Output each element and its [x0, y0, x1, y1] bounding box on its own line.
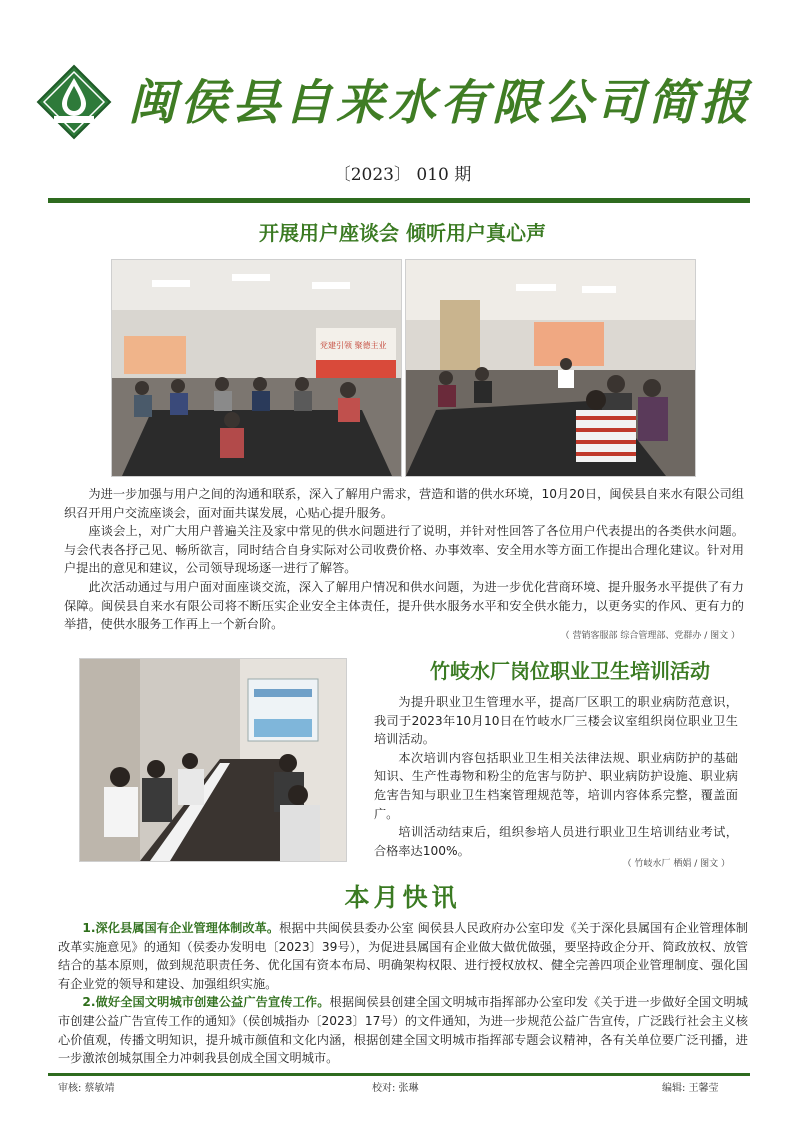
- footer-proofreader: 校对: 张琳: [372, 1083, 419, 1094]
- article1-body: [64, 485, 744, 634]
- news-list: [58, 919, 748, 1068]
- footer-reviewer: 审核: 蔡敏靖: [58, 1083, 115, 1094]
- news-item-lead: 2.做好全国文明城市创建公益广告宣传工作。: [82, 995, 330, 1010]
- header-divider: [48, 198, 750, 203]
- article1-paragraph: 座谈会上，对广大用户普遍关注及家中常见的供水问题进行了说明，并针对性回答了各位用户代表提出的各类供水问题。与会代表各抒己见、畅所欲言，同时结合自身实际对公司收费价格、办事效率、安全用水等方面工作提出合理化建议。针对用户提出的意见和建议，公司领导现场逐一进行了解答。: [64, 524, 744, 576]
- article1-paragraph: 此次活动通过与用户面对面座谈交流，深入了解用户情况和供水问题，为进一步优化营商环境、提升服务水平提供了有力保障。闽侯县自来水有限公司将不断压实企业安全主体责任，提升供水服务水平和安全供水能力，以更务实的作风、更有力的举措，使供水服务工作再上一个新台阶。: [64, 579, 744, 632]
- article2-paragraph: 培训活动结束后，组织参培人员进行职业卫生培训结业考试，合格率达100%。: [374, 825, 738, 858]
- footer-divider: [48, 1073, 750, 1076]
- news-item-body: 根据中共闽侯县委办公室 闽侯县人民政府办公室印发《关于深化县属国有企业管理体制改革实施意见》的通知（侯委办发明电〔2023〕39号），为促进县属国有企业做大做优做强，要坚持政企分开、简政放权、放管结合的基本原则，做到规范职责任务、优化国有资本布局、明确架构权限、进行授权放权、健全完善四项企业管理制度、强化国有企业党的领导和建设、加强组织实施。: [58, 921, 748, 991]
- meeting-photo-right: [405, 259, 696, 477]
- article2-title: 竹岐水厂岗位职业卫生培训活动: [430, 659, 710, 683]
- news-item-lead: 1.深化县属国有企业管理体制改革。: [82, 921, 280, 935]
- news-item-body: 根据闽侯县创建全国文明城市指挥部办公室印发《关于进一步做好全国文明城市创建公益广告宣传工作的通知》（侯创城指办〔2023〕17号）的文件通知，为进一步规范公益广告宣传，广泛践行社会主义核心价值观，传播文明知识，提升城市颜值和文化内涵，根据创建全国文明城市指挥部专题会议精神，各有关单位要广泛刊播，进一步激浓创城氛围全力冲刺我县创成全国文明城市。: [58, 995, 748, 1066]
- masthead-title: 闽侯县自来水有限公司简报: [128, 75, 753, 131]
- news-item: [58, 919, 748, 993]
- article1-credit: （ 营销客服部 综合管理部、党群办 / 图文 ）: [560, 631, 740, 641]
- news-section-title: 本月快讯: [344, 883, 461, 912]
- article2-paragraph: 本次培训内容包括职业卫生相关法律法规、职业病防护的基础知识、生产性毒物和粉尘的危害与防护、职业病防护设施、职业病危害告知与职业卫生档案管理规范等，培训内容体系完整，覆盖面广。: [374, 750, 738, 821]
- article1-paragraph: 为进一步加强与用户之间的沟通和联系，深入了解用户需求，营造和谐的供水环境，10月20日，闽侯县自来水有限公司组织召开用户交流座谈会，面对面共谋发展，心贴心提升服务。: [64, 487, 744, 520]
- news-item: [58, 993, 748, 1067]
- meeting-photo-left: [111, 259, 402, 477]
- company-logo: [36, 64, 112, 140]
- screen-slogan: 党建引领 聚德主业: [320, 341, 387, 350]
- training-photo: [79, 658, 347, 862]
- article2-body: [374, 693, 738, 860]
- footer-editor: 编辑: 王馨莹: [662, 1083, 719, 1094]
- article1-title: 开展用户座谈会 倾听用户真心声: [259, 221, 546, 245]
- issue-number: 〔2023〕 010 期: [333, 165, 472, 185]
- article2-credit: （ 竹岐水厂 栖娟 / 图文 ）: [622, 859, 730, 869]
- article2-paragraph: 为提升职业卫生管理水平，提高厂区职工的职业病防范意识，我司于2023年10月10日在竹岐水厂三楼会议室组织岗位职业卫生培训活动。: [374, 695, 738, 747]
